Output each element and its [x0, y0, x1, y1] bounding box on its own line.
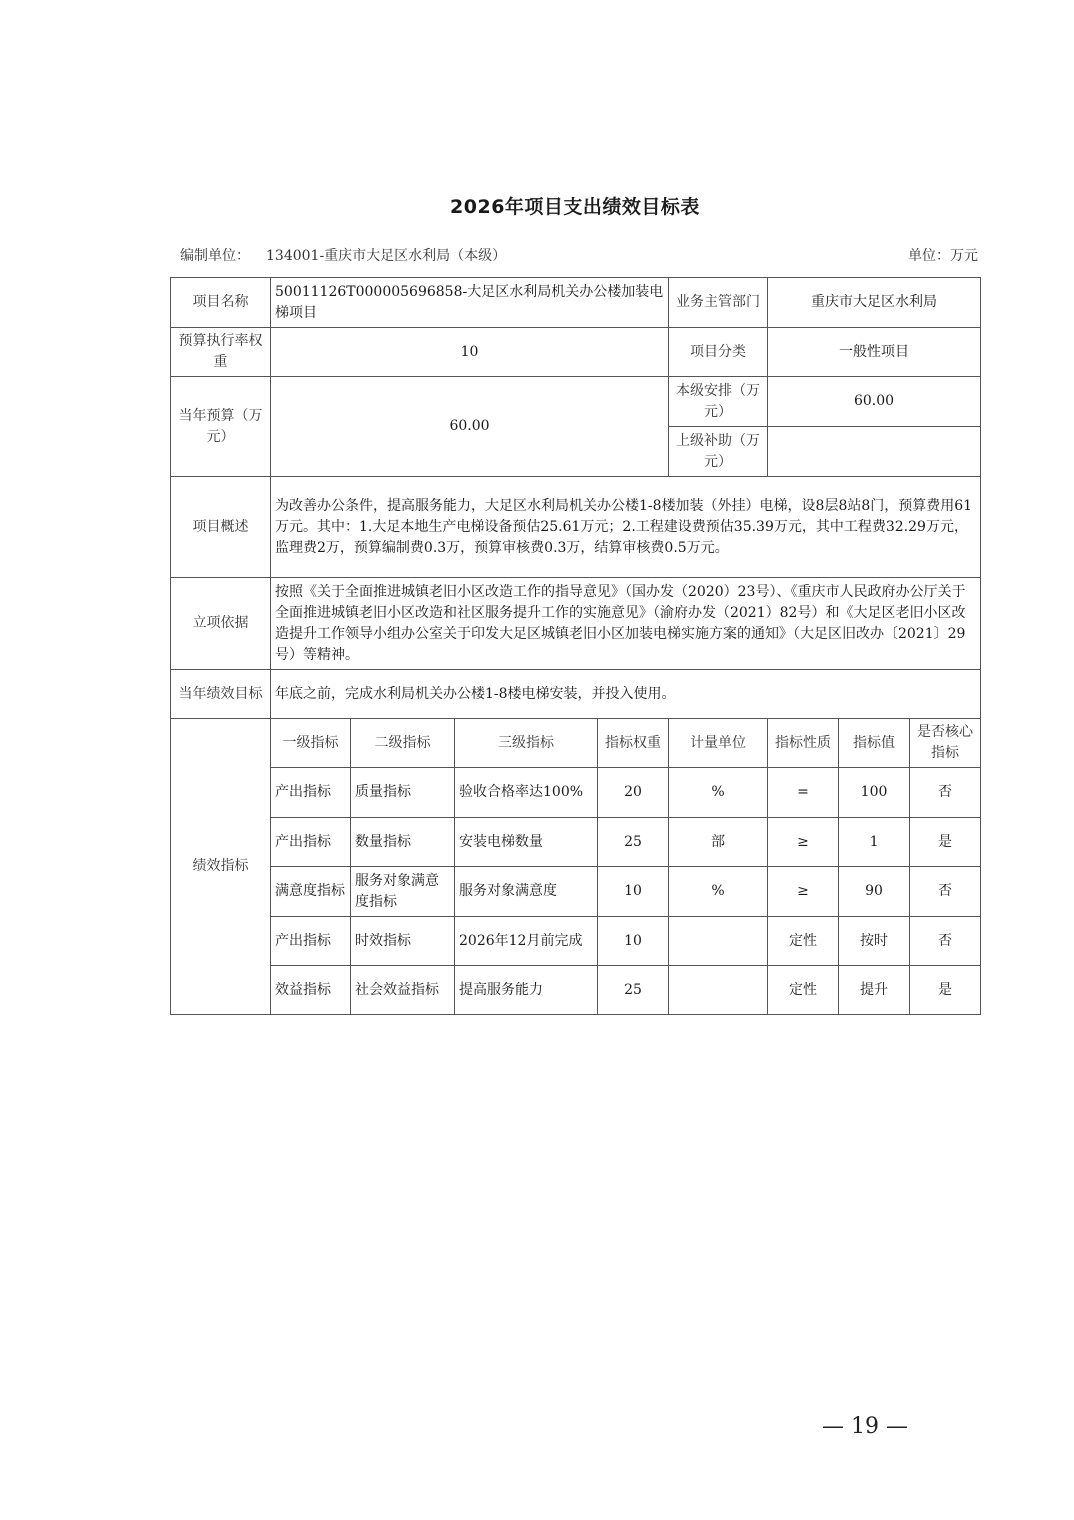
header-level3: 三级指标 — [455, 719, 598, 768]
local-arrangement-value: 60.00 — [768, 377, 981, 427]
header-level2: 二级指标 — [351, 719, 455, 768]
indicator-nature: 定性 — [768, 917, 839, 966]
indicator-level1: 产出指标 — [271, 818, 351, 867]
dept-value: 重庆市大足区水利局 — [768, 278, 981, 328]
indicator-weight: 25 — [598, 966, 669, 1015]
indicator-row — [171, 966, 981, 1015]
annual-goal-value: 年底之前，完成水利局机关办公楼1-8楼电梯安装，并投入使用。 — [271, 670, 981, 719]
indicator-core: 是 — [910, 966, 981, 1015]
performance-target-table — [170, 277, 981, 1015]
indicator-row — [171, 917, 981, 966]
basis-value: 按照《关于全面推进城镇老旧小区改造工作的指导意见》（国办发（2020）23号）、《重庆市人民政府办公厅关于全面推进城镇老旧小区改造和社区服务提升工作的实施意见》（渝府办发（2021）82号）和《大足区老旧小区改造提升工作领导小组办公室关于印发大足区城镇老旧小区加装电梯实施方案的通知》（大足区旧改办〔2021〕29号）等精神。 — [271, 578, 981, 670]
page-number: — 19 — — [822, 1414, 908, 1439]
indicator-unit: % — [669, 867, 768, 917]
compiling-unit-label: 编制单位： — [180, 248, 250, 264]
indicator-header-row — [171, 719, 981, 768]
indicators-label: 绩效指标 — [171, 719, 271, 1015]
indicator-core: 否 — [910, 917, 981, 966]
indicator-level1: 效益指标 — [271, 966, 351, 1015]
indicator-level3: 服务对象满意度 — [455, 867, 598, 917]
currency-unit: 单位：万元 — [908, 248, 978, 264]
budget-weight-label: 预算执行率权重 — [171, 328, 271, 377]
overview-label: 项目概述 — [171, 477, 271, 578]
indicator-core: 是 — [910, 818, 981, 867]
indicator-unit — [669, 966, 768, 1015]
table-row — [171, 477, 981, 578]
header-value: 指标值 — [839, 719, 910, 768]
indicator-unit: 部 — [669, 818, 768, 867]
indicator-level1: 满意度指标 — [271, 867, 351, 917]
indicator-level2: 质量指标 — [351, 768, 455, 818]
header-nature: 指标性质 — [768, 719, 839, 768]
header-unit: 计量单位 — [669, 719, 768, 768]
indicator-value: 按时 — [839, 917, 910, 966]
indicator-value: 1 — [839, 818, 910, 867]
table-row — [171, 670, 981, 719]
table-row — [171, 278, 981, 328]
indicator-nature: ≥ — [768, 867, 839, 917]
annual-budget-label: 当年预算（万元） — [171, 377, 271, 477]
superior-subsidy-value — [768, 427, 981, 477]
table-row — [171, 377, 981, 427]
table-row — [171, 328, 981, 377]
indicator-level3: 提高服务能力 — [455, 966, 598, 1015]
indicator-row — [171, 867, 981, 917]
indicator-row — [171, 768, 981, 818]
indicator-nature: ≥ — [768, 818, 839, 867]
project-name-value: 50011126T000005696858-大足区水利局机关办公楼加装电梯项目 — [271, 278, 669, 328]
indicator-unit — [669, 917, 768, 966]
indicator-level2: 数量指标 — [351, 818, 455, 867]
indicator-level1: 产出指标 — [271, 917, 351, 966]
annual-goal-label: 当年绩效目标 — [171, 670, 271, 719]
indicator-nature: 定性 — [768, 966, 839, 1015]
header-weight: 指标权重 — [598, 719, 669, 768]
local-arrangement-label: 本级安排（万元） — [669, 377, 768, 427]
header-level1: 一级指标 — [271, 719, 351, 768]
superior-subsidy-label: 上级补助（万元） — [669, 427, 768, 477]
category-value: 一般性项目 — [768, 328, 981, 377]
basis-label: 立项依据 — [171, 578, 271, 670]
indicator-level3: 2026年12月前完成 — [455, 917, 598, 966]
indicator-core: 否 — [910, 867, 981, 917]
indicator-nature: = — [768, 768, 839, 818]
indicator-level2: 社会效益指标 — [351, 966, 455, 1015]
project-name-label: 项目名称 — [171, 278, 271, 328]
indicator-weight: 25 — [598, 818, 669, 867]
budget-weight-value: 10 — [271, 328, 669, 377]
indicator-level2: 服务对象满意度指标 — [351, 867, 455, 917]
category-label: 项目分类 — [669, 328, 768, 377]
dept-label: 业务主管部门 — [669, 278, 768, 328]
indicator-row — [171, 818, 981, 867]
overview-value: 为改善办公条件，提高服务能力，大足区水利局机关办公楼1-8楼加装（外挂）电梯，设8层8站8门，预算费用61万元。其中：1.大足本地生产电梯设备预估25.61万元；2.工程建设费预估35.39万元，其中工程费32.29万元，监理费2万，预算编制费0.3万，预算审核费0.3万，结算审核费0.5万元。 — [271, 477, 981, 578]
indicator-level3: 验收合格率达100% — [455, 768, 598, 818]
indicator-unit: % — [669, 768, 768, 818]
header-core: 是否核心指标 — [910, 719, 981, 768]
indicator-weight: 20 — [598, 768, 669, 818]
indicator-value: 100 — [839, 768, 910, 818]
page-title: 2026年项目支出绩效目标表 — [450, 196, 700, 218]
indicator-level1: 产出指标 — [271, 768, 351, 818]
table-row — [171, 578, 981, 670]
indicator-weight: 10 — [598, 917, 669, 966]
compiling-unit-value: 134001-重庆市大足区水利局（本级） — [266, 248, 507, 264]
annual-budget-value: 60.00 — [271, 377, 669, 477]
indicator-value: 90 — [839, 867, 910, 917]
indicator-value: 提升 — [839, 966, 910, 1015]
compiling-unit — [180, 245, 506, 265]
indicator-level3: 安装电梯数量 — [455, 818, 598, 867]
indicator-weight: 10 — [598, 867, 669, 917]
indicator-core: 否 — [910, 768, 981, 818]
indicator-level2: 时效指标 — [351, 917, 455, 966]
